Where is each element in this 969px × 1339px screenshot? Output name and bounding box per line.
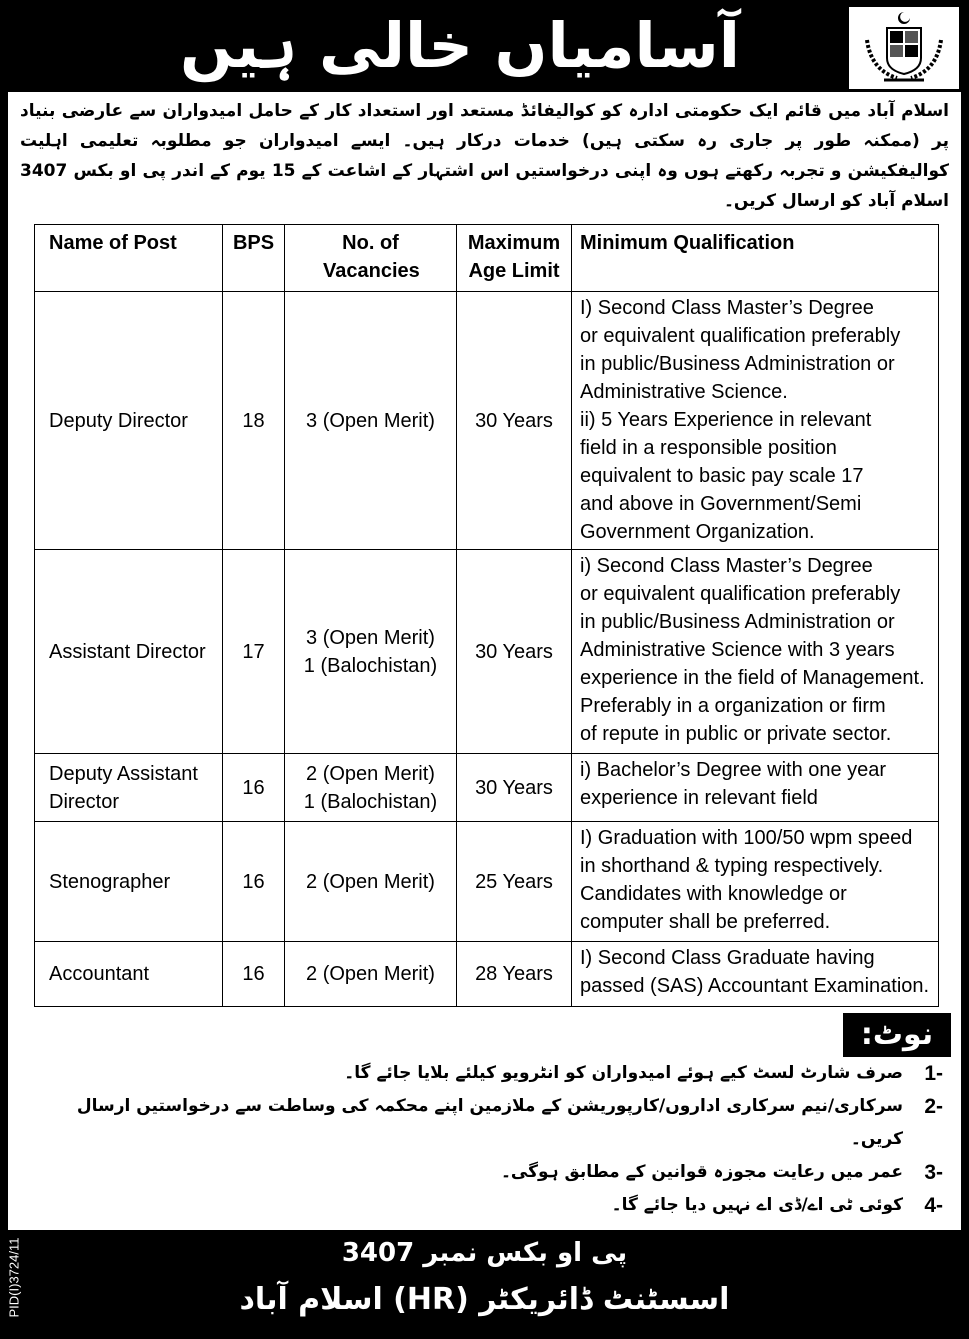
table-row [35,550,939,754]
note-number: -4 [924,1194,943,1217]
footer-po-box: پی او بکس نمبر 3407 [341,1238,628,1268]
notes-title: نوٹ: [843,1013,951,1057]
bps-cell: 16 [223,942,285,1007]
header-age: Maximum Age Limit [457,225,572,292]
note-text: عمر میں رعایت مجوزہ قوانین کے مطابق ہوگی۔ [500,1162,903,1182]
qualification-cell: I) Second Class Graduate having passed (SAS) Accountant Examination. [572,942,939,1007]
header-banner [0,0,969,92]
footer-banner [0,1230,969,1339]
advertisement-body [8,92,961,1230]
age-cell: 28 Years [457,942,572,1007]
note-text: صرف شارٹ لسٹ کیے ہوئے امیدواران کو انٹرویو کیلئے بلایا جائے گا۔ [344,1063,903,1083]
note-number: -3 [924,1161,943,1184]
note-item [43,1090,943,1156]
qualification-cell: i) Bachelor’s Degree with one year experience in relevant field [572,754,939,822]
intro-paragraph: اسلام آباد میں قائم ایک حکومتی ادارہ کو کوالیفائڈ مستعد اور استعداد کار کے حامل امیدواران سے عارضی بنیاد پر (ممکنہ طور پر جاری رہ سکتی ہیں) خدمات درکار ہیں۔ ایسے امیدواران جو مطلوبہ تعلیمی اہلیت کوالیفکیشن و تجربہ رکھتے ہوں وہ اپنی درخواستیں اس اشتہار کے اشاعت کے 15 یوم کے اندر پی او بکس 3407 اسلام آباد کو ارسال کریں۔ [20,101,949,211]
table-row [35,754,939,822]
bps-cell: 18 [223,292,285,550]
table-header-row [35,225,939,292]
notes-section [8,1013,961,1222]
bps-cell: 16 [223,754,285,822]
qualification-cell: I) Second Class Master’s Degree or equivalent qualification preferably in public/Business Administration or Administrative Science. ii) 5 Years Experience in relevant field in a responsible position equivalent to basic pay scale 17 and above in Government/Semi Government Organization. [572,292,939,550]
note-item [43,1057,943,1090]
vacancies-cell: 2 (Open Merit) [285,942,457,1007]
vacancies-table [34,224,939,1007]
vacancies-cell: 2 (Open Merit) 1 (Balochistan) [285,754,457,822]
age-cell: 30 Years [457,754,572,822]
notes-list [43,1057,943,1222]
note-number: -1 [924,1062,943,1085]
note-item [43,1156,943,1189]
emblem-logo [848,6,960,90]
header-bps: BPS [223,225,285,292]
table-row [35,822,939,942]
post-cell: Assistant Director [35,550,223,754]
page-title: آسامیاں خالی ہیں [180,9,740,82]
emblem-icon [859,10,949,86]
footer-address: اسسٹنٹ ڈائریکٹر (HR) اسلام آباد [239,1282,730,1317]
note-text: سرکاری/نیم سرکاری اداروں/کارپوریشن کے ملازمین اپنے محکمہ کی وساطت سے درخواستیں ارسال کریں۔ [76,1096,903,1149]
post-cell: Accountant [35,942,223,1007]
post-cell: Deputy Director [35,292,223,550]
table-row [35,942,939,1007]
bps-cell: 17 [223,550,285,754]
age-cell: 25 Years [457,822,572,942]
vacancies-cell: 3 (Open Merit) 1 (Balochistan) [285,550,457,754]
note-text: کوئی ٹی اے/ڈی اے نہیں دیا جائے گا۔ [611,1195,903,1215]
vacancies-cell: 2 (Open Merit) [285,822,457,942]
header-vacancies: No. of Vacancies [285,225,457,292]
table-row [35,292,939,550]
header-post: Name of Post [35,225,223,292]
pid-code: PID(I)3724/11 [6,1237,22,1318]
vacancies-cell: 3 (Open Merit) [285,292,457,550]
header-qualification: Minimum Qualification [572,225,939,292]
bps-cell: 16 [223,822,285,942]
post-cell: Stenographer [35,822,223,942]
post-cell: Deputy Assistant Director [35,754,223,822]
note-item [43,1189,943,1222]
qualification-cell: I) Graduation with 100/50 wpm speed in shorthand & typing respectively. Candidates with knowledge or computer shall be preferred. [572,822,939,942]
qualification-cell: i) Second Class Master’s Degree or equivalent qualification preferably in public/Business Administration or Administrative Science with 3 years experience in the field of Management. Preferably in a organization or firm of repute in public or private sector. [572,550,939,754]
age-cell: 30 Years [457,292,572,550]
age-cell: 30 Years [457,550,572,754]
note-number: -2 [924,1095,943,1118]
